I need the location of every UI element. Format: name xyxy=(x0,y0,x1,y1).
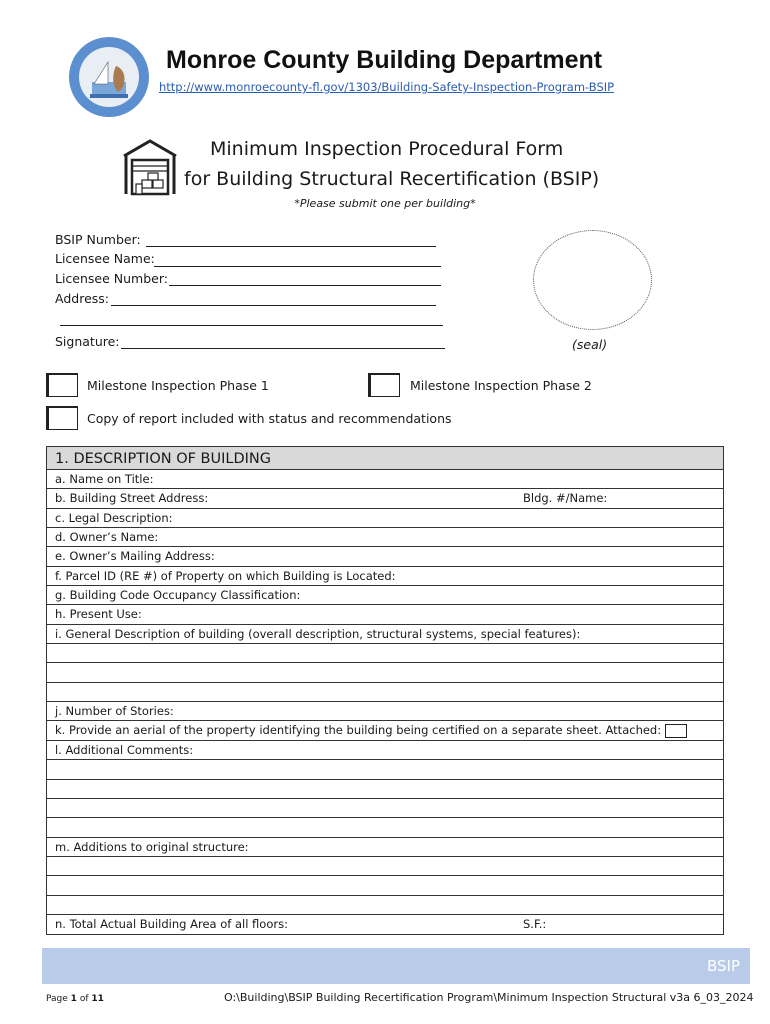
page-number xyxy=(46,994,104,1004)
footer-program-tag: BSIP xyxy=(706,957,740,975)
general-description-label: i. General Description of building (overall description, structural systems, special features): xyxy=(55,626,581,641)
page-prefix: Page xyxy=(46,994,68,1004)
aerial-attached-checkbox[interactable] xyxy=(665,724,687,738)
blank-row[interactable] xyxy=(47,683,723,702)
number-of-stories-label: j. Number of Stories: xyxy=(55,704,174,719)
building-description-table xyxy=(46,446,724,935)
owner-name-label: d. Owner’s Name: xyxy=(55,530,159,545)
seal-label: (seal) xyxy=(572,337,608,352)
page-total: 11 xyxy=(91,994,104,1004)
table-row[interactable] xyxy=(47,838,723,857)
blank-row[interactable] xyxy=(47,876,723,895)
square-feet-label: S.F.: xyxy=(523,916,547,931)
phase1-checkbox[interactable] xyxy=(46,373,78,397)
seal-placeholder xyxy=(533,230,652,330)
address-field[interactable] xyxy=(111,305,436,306)
county-seal-logo xyxy=(68,36,150,118)
aerial-attached-label: k. Provide an aerial of the property identifying the building being certified on a separate sheet. Attached: xyxy=(55,723,662,738)
blank-row[interactable] xyxy=(47,663,723,682)
table-row[interactable] xyxy=(47,509,723,528)
bsip-number-field[interactable] xyxy=(146,246,436,247)
phase1-label: Milestone Inspection Phase 1 xyxy=(87,378,269,393)
bsip-number-label: BSIP Number: xyxy=(55,232,141,247)
blank-row[interactable] xyxy=(47,896,723,915)
total-area-label: n. Total Actual Building Area of all floors: xyxy=(55,916,288,931)
department-url-link[interactable]: http://www.monroecounty-fl.gov/1303/Building-Safety-Inspection-Program-BSIP xyxy=(159,80,615,94)
phase2-label: Milestone Inspection Phase 2 xyxy=(410,378,592,393)
section-heading: 1. DESCRIPTION OF BUILDING xyxy=(47,447,723,470)
address-field-line2[interactable] xyxy=(60,325,443,326)
blank-row[interactable] xyxy=(47,857,723,876)
department-title: Monroe County Building Department xyxy=(166,46,603,74)
table-row[interactable] xyxy=(47,489,723,508)
form-title-line1: Minimum Inspection Procedural Form xyxy=(210,138,564,160)
phase2-checkbox[interactable] xyxy=(368,373,400,397)
blank-row[interactable] xyxy=(47,818,723,837)
additions-label: m. Additions to original structure: xyxy=(55,839,249,854)
table-row[interactable] xyxy=(47,528,723,547)
blank-row[interactable] xyxy=(47,644,723,663)
submission-note: *Please submit one per building* xyxy=(294,197,476,210)
blank-row[interactable] xyxy=(47,799,723,818)
owner-mailing-address-label: e. Owner’s Mailing Address: xyxy=(55,549,215,564)
signature-field[interactable] xyxy=(121,348,445,349)
footer-bar xyxy=(42,948,750,984)
bldg-name-label: Bldg. #/Name: xyxy=(523,491,608,506)
blank-row[interactable] xyxy=(47,780,723,799)
name-on-title-label: a. Name on Title: xyxy=(55,472,154,486)
table-row[interactable] xyxy=(47,915,723,934)
table-row[interactable] xyxy=(47,625,723,644)
licensee-name-field[interactable] xyxy=(154,266,441,267)
table-row[interactable] xyxy=(47,721,723,740)
parcel-id-label: f. Parcel ID (RE #) of Property on which Building is Located: xyxy=(55,568,396,583)
blank-row[interactable] xyxy=(47,760,723,779)
page-of: of xyxy=(79,994,89,1004)
additional-comments-label: l. Additional Comments: xyxy=(55,742,194,757)
table-row[interactable] xyxy=(47,470,723,489)
table-row[interactable] xyxy=(47,567,723,586)
form-title-line2: for Building Structural Recertification (BSIP) xyxy=(184,168,600,190)
licensee-number-label: Licensee Number: xyxy=(55,271,168,286)
licensee-name-label: Licensee Name: xyxy=(55,251,155,266)
table-row[interactable] xyxy=(47,586,723,605)
licensee-number-field[interactable] xyxy=(169,285,441,286)
address-label: Address: xyxy=(55,291,109,306)
occupancy-classification-label: g. Building Code Occupancy Classification: xyxy=(55,588,301,603)
report-copy-label: Copy of report included with status and recommendations xyxy=(87,411,452,426)
street-address-label: b. Building Street Address: xyxy=(55,491,209,506)
report-copy-checkbox[interactable] xyxy=(46,406,78,430)
present-use-label: h. Present Use: xyxy=(55,607,142,622)
table-row[interactable] xyxy=(47,702,723,721)
legal-description-label: c. Legal Description: xyxy=(55,510,173,525)
file-path: O:\Building\BSIP Building Recertification Program\Minimum Inspection Structural v3a 6_03_2024 xyxy=(224,991,754,1004)
building-garage-icon xyxy=(120,138,180,196)
table-row[interactable] xyxy=(47,547,723,566)
page-current: 1 xyxy=(70,994,77,1004)
table-row[interactable] xyxy=(47,741,723,760)
signature-label: Signature: xyxy=(55,334,120,349)
table-row[interactable] xyxy=(47,605,723,624)
